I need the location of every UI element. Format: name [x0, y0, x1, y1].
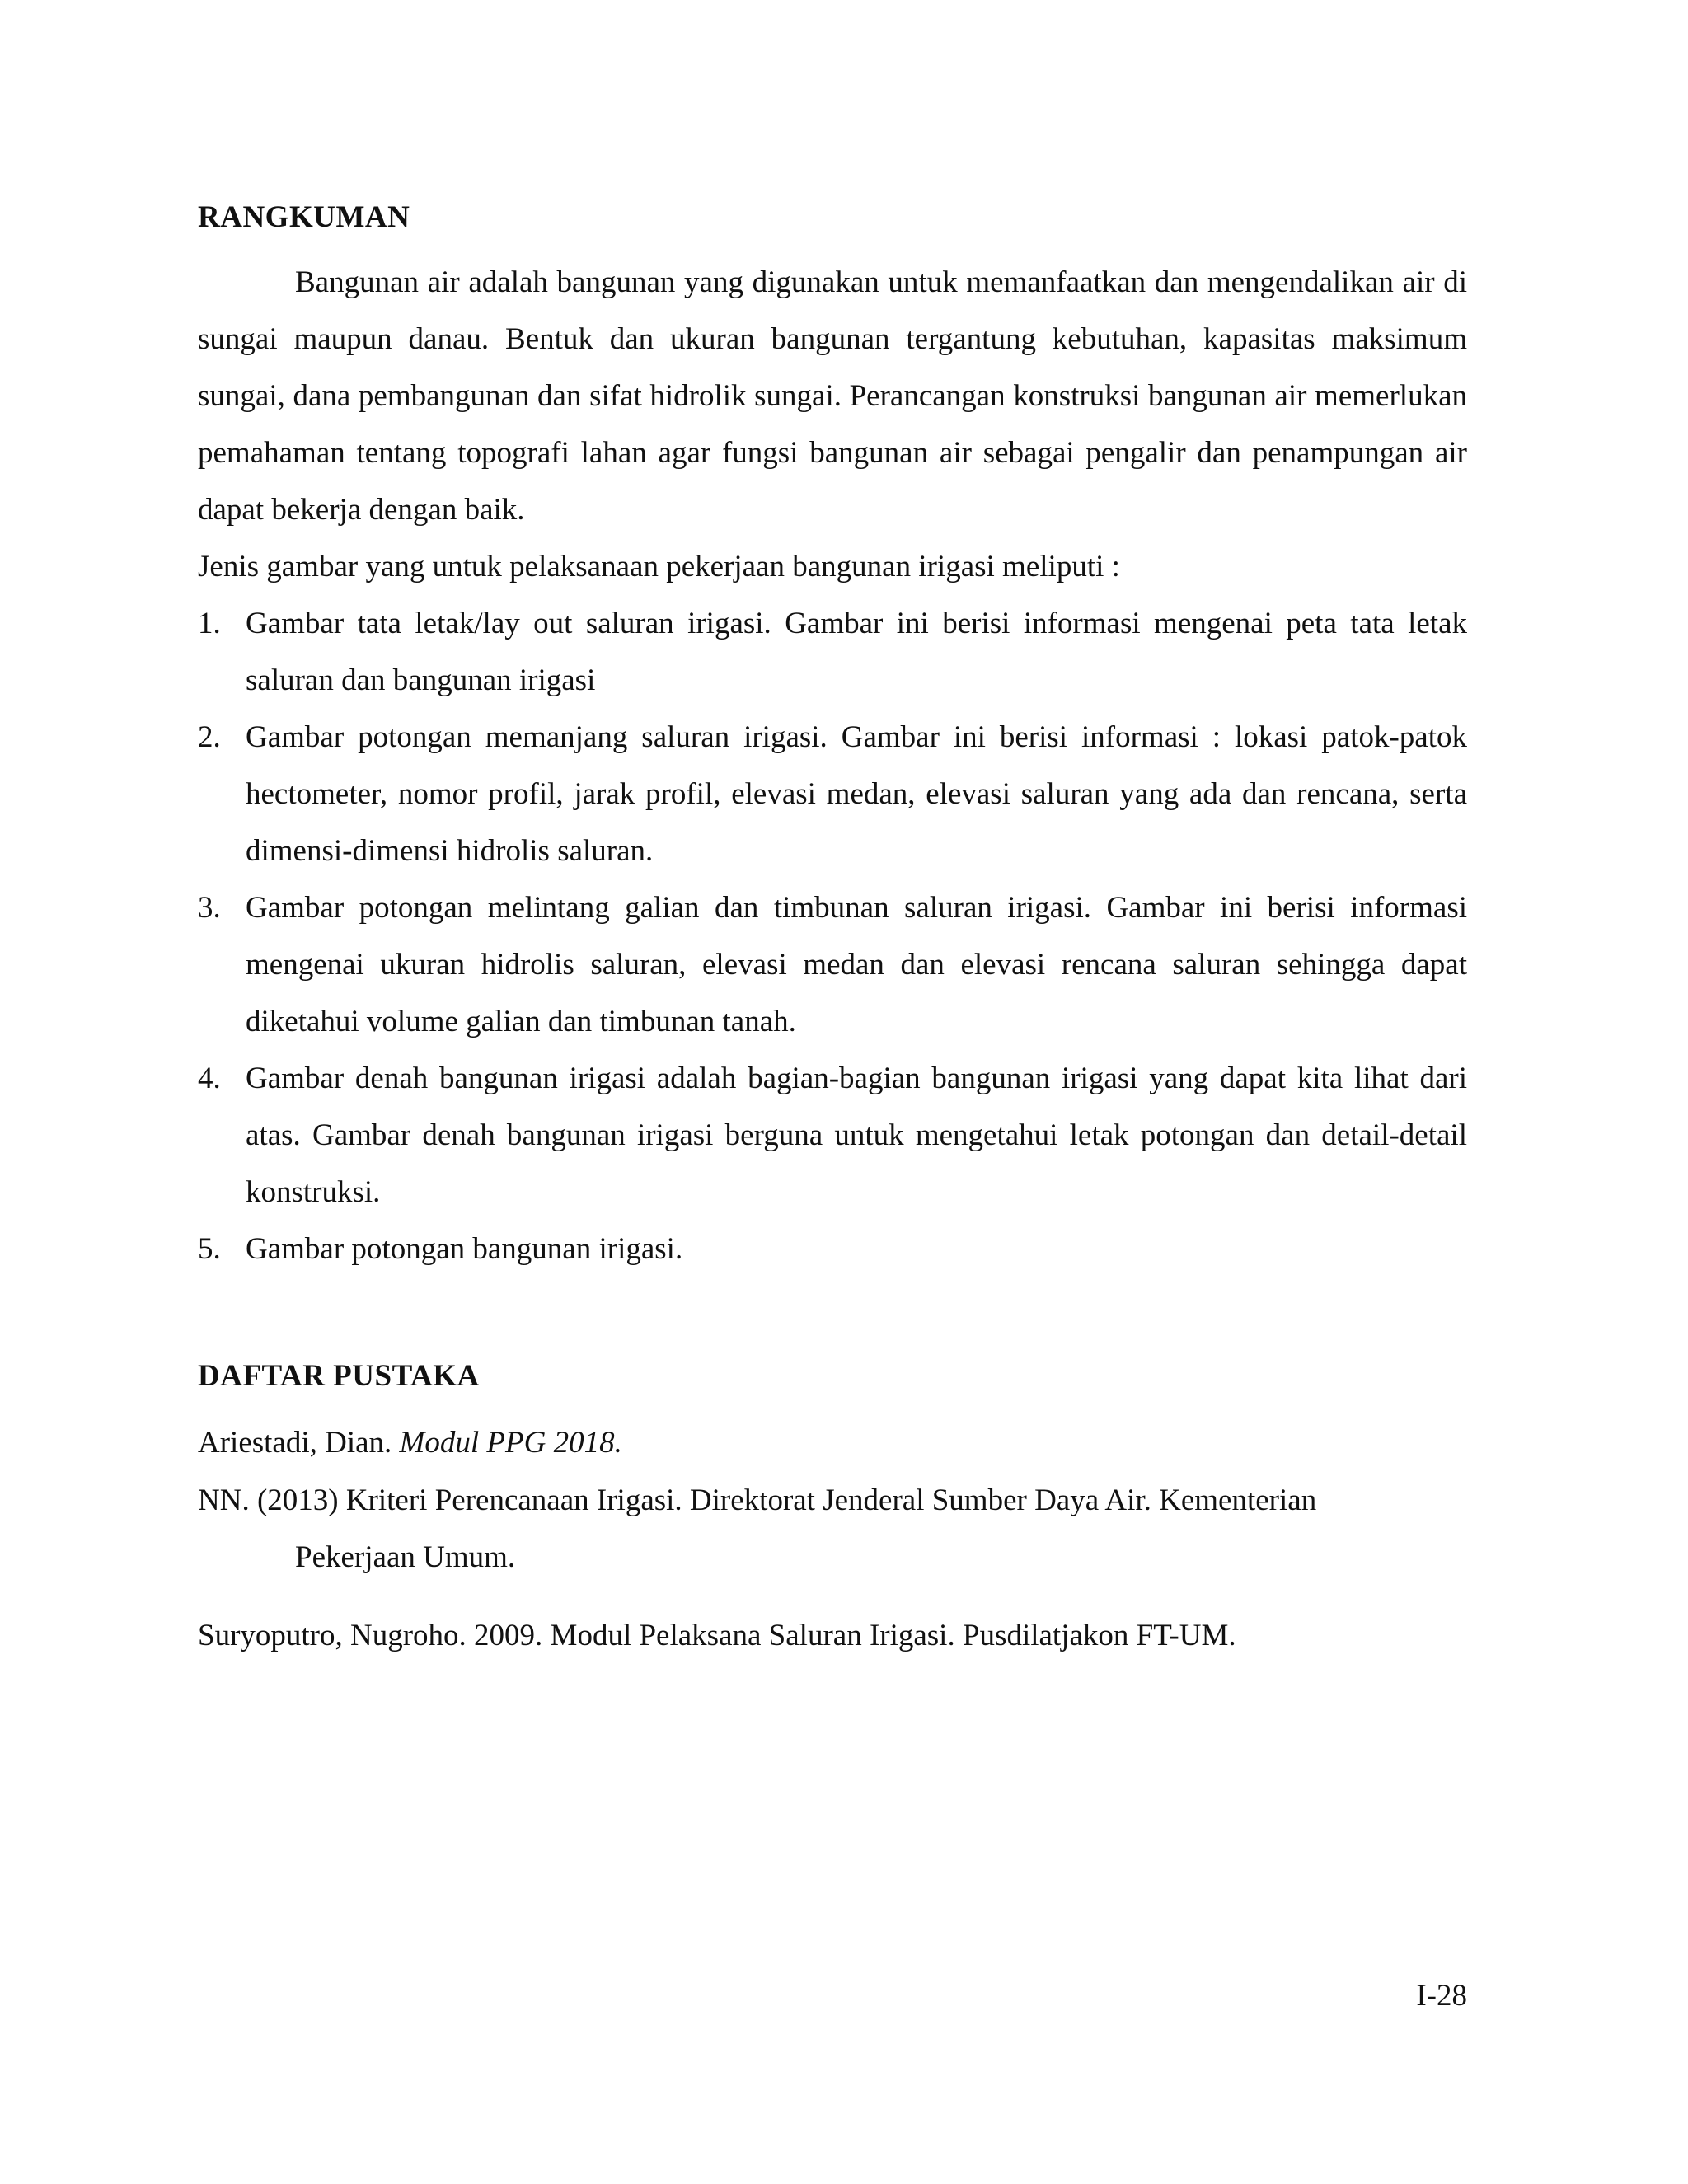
references-heading: DAFTAR PUSTAKA: [198, 1359, 480, 1393]
reference-line: NN. (2013) Kriteri Perencanaan Irigasi. Direktorat Jenderal Sumber Daya Air. Kementerian: [198, 1483, 1317, 1517]
list-item-text: Gambar potongan melintang galian dan timbunan saluran irigasi. Gambar ini berisi informasi mengenai ukuran hidrolis saluran, elevasi medan dan elevasi rencana saluran sehingga dapat diketahui volume galian dan timbunan tanah.: [246, 891, 1467, 1038]
summary-heading: RANGKUMAN: [198, 200, 410, 234]
list-intro: Jenis gambar yang untuk pelaksanaan pekerjaan bangunan irigasi meliputi :: [198, 550, 1120, 583]
list-item-text: Gambar potongan memanjang saluran irigasi. Gambar ini berisi informasi : lokasi patok-patok hectometer, nomor profil, jarak profil, elevasi medan, elevasi saluran yang ada dan rencana, serta dimensi-dimensi hidrolis saluran.: [246, 720, 1467, 868]
reference-author: Ariestadi, Dian.: [198, 1426, 400, 1460]
document-page: [198, 0, 1467, 2184]
page-number: I-28: [1416, 1979, 1467, 2013]
list-item: [198, 1050, 1467, 1221]
list-item-text: Gambar denah bangunan irigasi adalah bagian-bagian bangunan irigasi yang dapat kita lihat dari atas. Gambar denah bangunan irigasi berguna untuk mengetahui letak potongan dan detail-detail konstruksi.: [246, 1062, 1467, 1209]
list-item-text: Gambar potongan bangunan irigasi.: [246, 1232, 683, 1266]
list-item-text: Gambar tata letak/lay out saluran irigasi. Gambar ini berisi informasi mengenai peta tata letak saluran dan bangunan irigasi: [246, 607, 1467, 697]
list-item-number: 3.: [198, 891, 221, 925]
reference-line-continued: Pekerjaan Umum.: [295, 1540, 516, 1574]
list-item: [198, 709, 1467, 879]
list-item-number: 5.: [198, 1232, 221, 1266]
list-item-number: 2.: [198, 720, 221, 754]
list-item: [198, 1221, 1467, 1277]
list-item-number: 4.: [198, 1062, 221, 1095]
drawing-types-list: [198, 595, 1467, 1277]
reference-entry: [198, 1414, 1467, 1471]
reference-entry: [198, 1472, 1467, 1586]
summary-paragraph: Bangunan air adalah bangunan yang digunakan untuk memanfaatkan dan mengendalikan air di sungai maupun danau. Bentuk dan ukuran bangunan tergantung kebutuhan, kapasitas maksimum sungai, dana pembangunan dan sifat hidrolik sungai. Perancangan konstruksi bangunan air memerlukan pemahaman tentang topografi lahan agar fungsi bangunan air sebagai pengalir dan penampungan air dapat bekerja dengan baik.: [198, 265, 1467, 527]
reference-entry: Suryoputro, Nugroho. 2009. Modul Pelaksana Saluran Irigasi. Pusdilatjakon FT-UM.: [198, 1619, 1236, 1652]
list-item: [198, 879, 1467, 1050]
list-item: [198, 595, 1467, 709]
summary-section: [198, 254, 1467, 1277]
list-item-number: 1.: [198, 607, 221, 640]
reference-title: Modul PPG 2018.: [399, 1426, 622, 1460]
